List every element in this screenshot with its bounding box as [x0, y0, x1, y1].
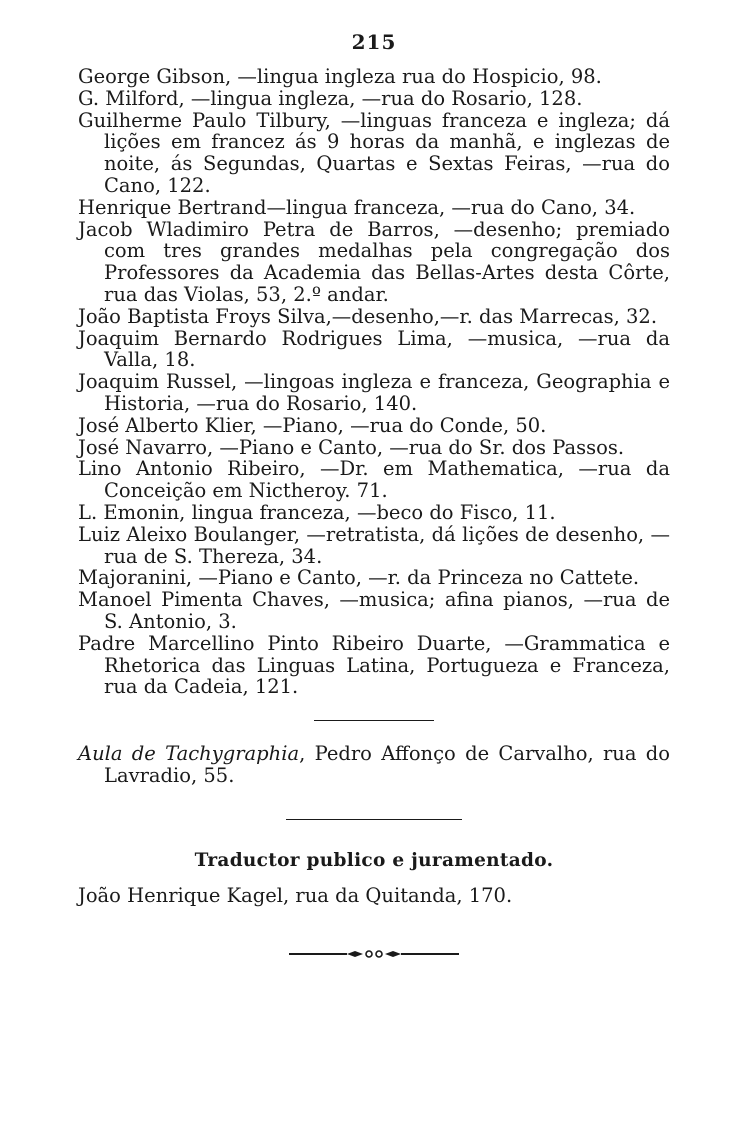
- directory-entry: Joaquim Bernardo Rodrigues Lima, —musica, —rua da Valla, 18.: [78, 326, 670, 372]
- directory-entry: Joaquim Russel, —lingoas ingleza e franceza, Geographia e Historia, —rua do Rosario, 140.: [78, 370, 670, 415]
- directory-entry: Lino Antonio Ribeiro, —Dr. em Mathematica, —rua da Conceição em Nictheroy. 71.: [78, 457, 670, 503]
- directory-entry: Manoel Pimenta Chaves, —musica; afina pianos, —rua de S. Antonio, 3.: [78, 588, 670, 633]
- aula-title: Aula de Tachygraphia: [78, 742, 300, 766]
- directory-entry: George Gibson, —lingua ingleza rua do Hospicio, 98.: [78, 65, 602, 88]
- directory-entry: João Baptista Froys Silva,—desenho,—r. das Marrecas, 32.: [78, 304, 658, 328]
- directory-entry: G. Milford, —lingua ingleza, —rua do Rosario, 128.: [78, 86, 583, 110]
- directory-entry: Jacob Wladimiro Petra de Barros, —desenho; premiado com tres grandes medalhas pela congregação dos Professores da Academia das Bellas-Artes desta Côrte, rua das Violas, 53, 2.º andar.: [78, 217, 670, 306]
- page-number: 215: [351, 30, 397, 54]
- directory-entries: [78, 66, 670, 698]
- aula-entry: [78, 743, 670, 787]
- directory-entry: Luiz Aleixo Boulanger, —retratista, dá lições de desenho, —rua de S. Thereza, 34.: [78, 522, 670, 568]
- directory-entry: Guilherme Paulo Tilbury, —linguas franceza e ingleza; dá lições em francez ás 9 horas da manhã, e inglezas de noite, ás Segundas, Quartas e Sextas Feiras, —rua do Cano, 122.: [78, 108, 670, 197]
- directory-entry: L. Emonin, lingua franceza, —beco do Fisco, 11.: [78, 500, 556, 524]
- directory-entry: Padre Marcellino Pinto Ribeiro Duarte, —Grammatica e Rhetorica das Linguas Latina, Portugueza e Franceza, rua da Cadeia, 121.: [78, 631, 670, 699]
- aula-text: , Pedro Affonço de Carvalho, rua do Lavradio, 55.: [104, 742, 670, 787]
- section-divider-long: [286, 819, 462, 820]
- directory-entry: Henrique Bertrand—lingua franceza, —rua do Cano, 34.: [78, 195, 636, 219]
- directory-entry: Majoranini, —Piano e Canto, —r. da Princeza no Cattete.: [78, 566, 640, 590]
- translator-entry: João Henrique Kagel, rua da Quitanda, 170.: [78, 883, 513, 907]
- section-divider: [314, 720, 434, 721]
- document-page: [78, 30, 670, 961]
- translator-heading: Traductor publico e juramentado.: [194, 849, 554, 871]
- directory-entry: José Alberto Klier, —Piano, —rua do Conde, 50.: [78, 413, 547, 437]
- directory-entry: José Navarro, —Piano e Canto, —rua do Sr. dos Passos.: [78, 435, 625, 459]
- ornament-divider-icon: [289, 947, 459, 961]
